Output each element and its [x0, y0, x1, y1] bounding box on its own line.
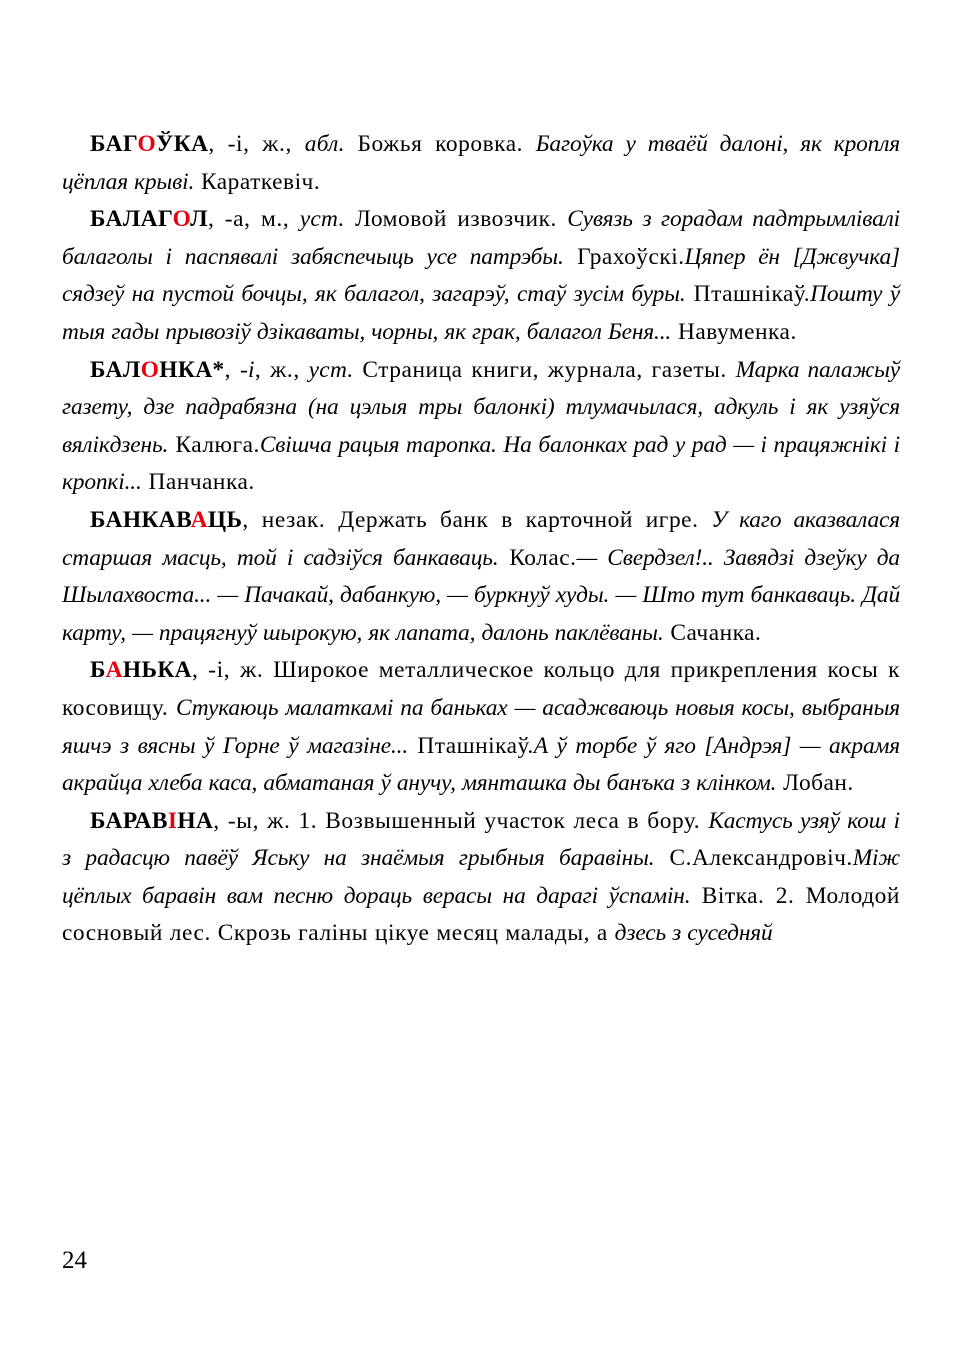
quotation-text: Свішча рацыя таропка. На балонках рад у рад — і працяжнікі і кропкі...	[62, 431, 900, 496]
headword-part: БАЛ	[90, 356, 141, 383]
quotation-source: С.Александровіч.	[654, 845, 853, 872]
footnote-asterisk: *	[212, 356, 225, 383]
grammar-gender: , ж.,	[254, 356, 309, 383]
quotation-source: Панчанка.	[141, 469, 255, 496]
headword-part: Л	[190, 206, 208, 233]
dictionary-entry-balonka	[62, 352, 900, 502]
headword-part: НА	[177, 807, 214, 834]
stressed-vowel: О	[140, 356, 160, 383]
quotation-text-italic: дзесь з суседняй	[614, 920, 773, 947]
gloss-text-2: Молодой сосновый лес.	[62, 882, 900, 947]
headword-part: БАЛАГ	[90, 206, 173, 233]
quotation-text: — Свердзел!.. Завядзі дзеўку да Шылахвоста... — Пачакай, дабанкую, — буркнуў худы. — Што тут банкаваць. Дай карту, — працягнуў шырокую, як лапата, далонь паклёваны.	[62, 544, 900, 646]
gloss-text: Ломовой извозчик.	[344, 206, 568, 233]
quotation-text: Марка палажыў газету, дзе падрабязна (на цэлыя тры балонкі) тлумачылася, адкуль і як узяўся вялікдзень.	[62, 356, 900, 458]
quotation-text: Сувязь з горадам падтрымлівалі балаголы і паспявалі забяспечыць усе патрэбы.	[62, 206, 901, 270]
dictionary-entry-balahol	[62, 201, 900, 351]
usage-label: абл.	[304, 131, 345, 157]
dictionary-entry-bankavac	[62, 502, 900, 652]
stressed-vowel: А	[190, 506, 208, 533]
quotation-source: Навуменка.	[671, 318, 797, 345]
usage-label: уст.	[299, 206, 345, 233]
quotation-text: Стукаюць малаткамі па баньках — асаджваюць новыя косы, выбраныя яшчэ з вясны ў Горне ў магазіне...	[62, 694, 900, 759]
headword-part: БАНКАВ	[90, 506, 191, 533]
dictionary-entry-baravina	[62, 803, 900, 953]
quotation-source: Колас.	[498, 544, 577, 571]
headword-bankavac	[90, 507, 242, 533]
quotation-source: Вітка.	[690, 882, 765, 909]
gloss-text: Возвышенный участок леса в бору.	[317, 807, 709, 834]
dictionary-entry-column	[62, 126, 900, 953]
quotation-text: Між цёплых баравін вам песню дораць верасы на дарагі ўспамін.	[62, 845, 900, 909]
quotation-source: Караткевіч.	[194, 168, 321, 195]
headword-part: ЎКА	[156, 131, 209, 157]
headword-part: Б	[90, 657, 106, 684]
quotation-text-roman: Скрозь галіны цікуе месяц малады, а	[217, 920, 615, 947]
headword-balonka	[90, 357, 225, 383]
quotation-text: У каго аказвалася старшая масць, той і садзіўся банкаваць.	[62, 506, 900, 571]
grammar-info: , -ы, ж.	[213, 807, 291, 834]
headword-baravina	[90, 808, 213, 834]
quotation-source: Сачанка.	[663, 619, 762, 646]
stressed-vowel: О	[137, 131, 157, 157]
usage-label: уст.	[308, 356, 354, 383]
quotation-source: Грахоўскі.	[563, 243, 685, 270]
headword-part: ЦЬ	[207, 506, 243, 533]
page-number: 24	[62, 1247, 87, 1274]
headword-part: БАРАВ	[90, 807, 168, 834]
quotation-source: Пташнікаў.	[408, 732, 534, 759]
gloss-text: Страница книги, журнала, газеты.	[353, 356, 736, 383]
grammar-info: ,	[224, 356, 240, 383]
grammar-inflection: -і	[239, 356, 255, 383]
quotation-text: Кастусь узяў кош і з радасцю павёў Яську на знаёмыя грыбныя баравіны.	[62, 807, 900, 872]
stressed-vowel: А	[105, 657, 123, 684]
stressed-vowel: О	[172, 206, 191, 233]
dictionary-entry-bahouka	[62, 126, 900, 201]
quotation-source: Пташнікаў.	[685, 281, 811, 308]
dictionary-entry-banka	[62, 652, 900, 802]
gloss-text: Божья коровка.	[344, 131, 536, 157]
grammar-info: , -і, ж.	[191, 657, 264, 684]
quotation-text: Цяпер ён [Джвучка] сядзеў на пустой бочцы, як балагол, загарэў, стаў зусім буры.	[62, 243, 900, 308]
grammar-info: , -і, ж.,	[208, 131, 305, 157]
sense-number-1: 1.	[290, 807, 318, 834]
stressed-vowel: І	[167, 807, 178, 834]
grammar-info: , незак.	[242, 506, 326, 533]
gloss-text: Держать банк в карточной игре.	[325, 506, 712, 533]
headword-bahouka	[90, 131, 208, 157]
headword-part: БАГ	[90, 131, 138, 157]
sense-number-2: 2.	[764, 882, 795, 909]
grammar-info: , -а, м.,	[207, 206, 300, 233]
gloss-text: Широкое металлическое кольцо для прикрепления косы к косовищу.	[62, 657, 900, 721]
quotation-text: Пошту ў тыя гады прывозіў дзікаваты, чорны, як грак, балагол Беня...	[62, 281, 900, 345]
quotation-text: А ў торбе ў яго [Андрэя] — акрамя акрайца хлеба каса, абматаная ў анучу, мянташка ды банъка з клінком.	[62, 732, 900, 797]
headword-part: НКА	[159, 356, 213, 383]
quotation-source: Калюга.	[168, 431, 260, 458]
quotation-text: Багоўка у тваёй далоні, як кропля цёплая крыві.	[62, 131, 900, 195]
quotation-source: Лобан.	[776, 770, 854, 797]
headword-balahol	[90, 206, 208, 232]
headword-part: НЬКА	[122, 657, 192, 684]
headword-banka	[90, 657, 192, 683]
